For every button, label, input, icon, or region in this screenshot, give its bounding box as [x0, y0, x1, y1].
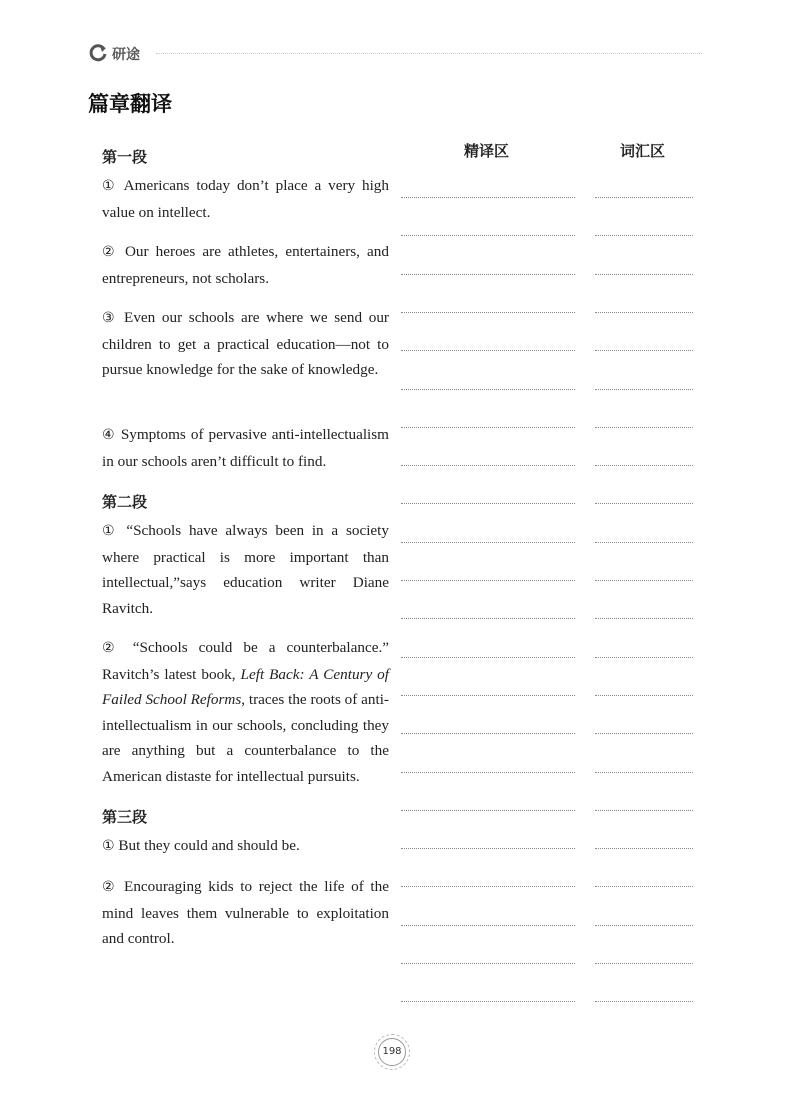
vocabulary-line — [595, 1001, 693, 1002]
sentence — [102, 874, 389, 952]
sentence-number: ① — [102, 178, 118, 194]
translation-line — [401, 503, 575, 504]
vocabulary-line — [595, 733, 693, 734]
vocabulary-line — [595, 618, 693, 619]
brand-name: 研途 — [112, 47, 140, 63]
vocabulary-line — [595, 197, 693, 198]
sentence-text: Our heroes are athletes, entertainers, and entrepreneurs, not scholars. — [102, 243, 389, 287]
translation-column-header: 精译区 — [464, 142, 510, 160]
translation-line — [401, 465, 575, 466]
sentence-text: Even our schools are where we send our children to get a practical education—not to pursue knowledge for the sake of knowledge. — [102, 309, 389, 379]
sentence-number: ③ — [102, 310, 118, 326]
translation-line — [401, 197, 575, 198]
translation-line — [401, 542, 575, 543]
sentence-number: ① — [102, 838, 115, 854]
vocabulary-line — [595, 350, 693, 351]
vocabulary-line — [595, 465, 693, 466]
sentence-text: , traces the roots of anti-intellectualism in our schools, concluding they are anything but a counterbalance to the American distaste for intellectual pursuits. — [102, 691, 389, 785]
translation-line — [401, 695, 575, 696]
translation-line — [401, 427, 575, 428]
sentence — [102, 518, 389, 621]
vocabulary-line — [595, 274, 693, 275]
sentence-text: But they could and should be. — [114, 837, 300, 854]
sentence-number: ④ — [102, 427, 116, 443]
vocabulary-line — [595, 312, 693, 313]
vocabulary-line — [595, 810, 693, 811]
translation-line — [401, 886, 575, 887]
vocabulary-column-header: 词汇区 — [620, 142, 666, 160]
translation-line — [401, 389, 575, 390]
sentence — [102, 635, 389, 790]
paragraph-label: 第二段 — [102, 493, 148, 511]
sentence-number: ② — [102, 879, 118, 895]
vocabulary-line — [595, 657, 693, 658]
vocabulary-line — [595, 695, 693, 696]
paragraph-label: 第一段 — [102, 148, 148, 166]
translation-line — [401, 657, 575, 658]
section-title: 篇章翻译 — [88, 92, 172, 116]
vocabulary-line — [595, 580, 693, 581]
sentence — [102, 173, 389, 225]
translation-line — [401, 810, 575, 811]
sentence-text: “Schools could be a counterbalance.” Ravitch’s latest book, — [102, 639, 389, 683]
sentence-number: ① — [102, 523, 119, 539]
sentence-text: Encouraging kids to reject the life of the mind leaves them vulnerable to exploitation and control. — [102, 878, 389, 948]
vocabulary-line — [595, 503, 693, 504]
sentence-text: Americans today don’t place a very high value on intellect. — [102, 177, 389, 221]
sentence-text: Symptoms of pervasive anti-intellectualism in our schools aren’t difficult to find. — [102, 426, 389, 470]
translation-line — [401, 312, 575, 313]
vocabulary-line — [595, 886, 693, 887]
translation-line — [401, 350, 575, 351]
page-header — [88, 42, 702, 64]
vocabulary-line — [595, 542, 693, 543]
translation-line — [401, 733, 575, 734]
header-divider — [156, 53, 702, 54]
vocabulary-line — [595, 427, 693, 428]
translation-line — [401, 1001, 575, 1002]
sentence-text: “Schools have always been in a society where practical is more important than intellectual,”says education writer Diane Ravitch. — [102, 522, 389, 617]
translation-line — [401, 772, 575, 773]
sentence-number: ② — [102, 640, 122, 656]
translation-line — [401, 963, 575, 964]
translation-line — [401, 274, 575, 275]
sentence-number: ② — [102, 244, 118, 260]
vocabulary-line — [595, 235, 693, 236]
vocabulary-line — [595, 963, 693, 964]
vocabulary-line — [595, 925, 693, 926]
vocabulary-line — [595, 772, 693, 773]
paragraph-label: 第三段 — [102, 808, 148, 826]
page-number: 198 — [378, 1038, 406, 1066]
translation-line — [401, 618, 575, 619]
vocabulary-line — [595, 389, 693, 390]
sentence — [102, 305, 389, 383]
book-title: Left Back: A Century of Failed School Reforms — [102, 665, 389, 709]
translation-line — [401, 925, 575, 926]
sentence — [102, 422, 389, 474]
translation-line — [401, 848, 575, 849]
translation-line — [401, 235, 575, 236]
translation-line — [401, 580, 575, 581]
vocabulary-line — [595, 848, 693, 849]
sentence — [102, 239, 389, 291]
circular-arrow-icon — [88, 43, 108, 63]
sentence — [102, 833, 389, 860]
